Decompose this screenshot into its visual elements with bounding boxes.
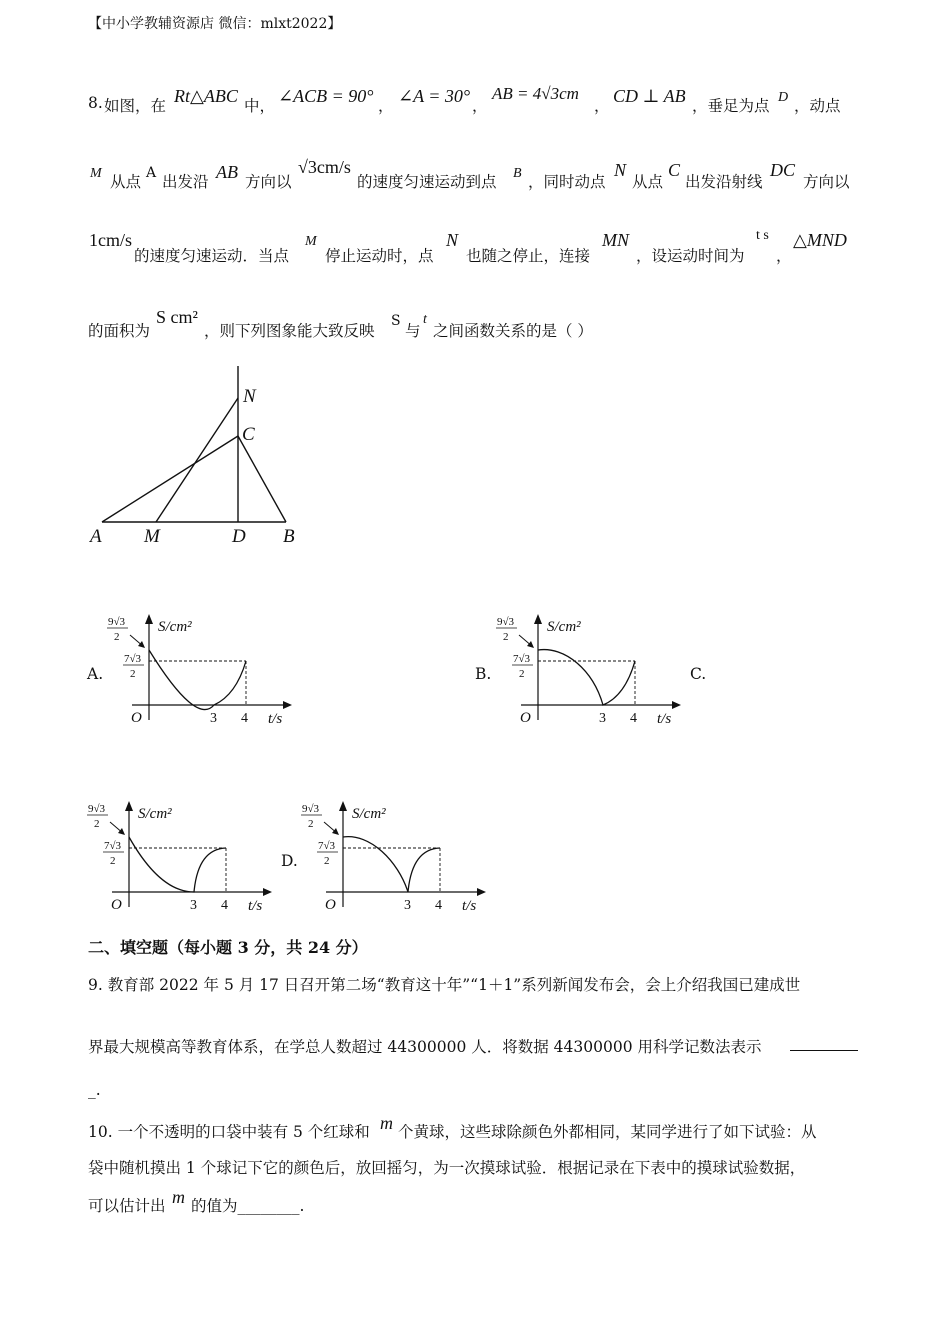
y-axis-arrow	[125, 801, 133, 811]
q8-l3-math-mn: MN	[602, 230, 629, 250]
option-c-label[interactable]: C.	[690, 665, 707, 683]
q8-l2-text-c: A	[146, 165, 157, 181]
x-axis-arrow	[263, 888, 272, 896]
label-a: A	[90, 526, 102, 547]
x-axis-arrow	[477, 888, 486, 896]
q8-l1-math-ab: AB = 4√3cm	[492, 84, 579, 103]
q8-number: 8.	[88, 94, 103, 112]
pointer-arrowhead	[527, 641, 534, 648]
q8-l3-math-ts: t s	[756, 228, 769, 243]
frac-top-numerator: 9√3	[302, 803, 320, 815]
y-axis-label: S/cm²	[158, 619, 192, 635]
q8-l4-text-g: 之间函数关系的是（ ）	[433, 322, 593, 340]
label-c: C	[242, 424, 255, 445]
label-n: N	[243, 386, 256, 407]
q8-l2-text-h: 的速度匀速运动到点	[357, 173, 497, 191]
q8-l4-math-t: t	[423, 312, 427, 327]
tick-label-3: 3	[210, 711, 217, 726]
q8-l2-math-speed: √3cm/s	[298, 157, 351, 177]
q8-l2-math-b: B	[513, 166, 522, 181]
frac-top-denominator: 2	[114, 631, 120, 643]
q8-l3-text-h: ，设运动时间为	[636, 247, 745, 265]
q8-l1-text-c: 中，	[244, 97, 276, 115]
frac-mid-denominator: 2	[110, 855, 116, 867]
q9-answer-blank[interactable]	[790, 1050, 858, 1051]
section-2-title: 二、填空题（每小题 3 分，共 24 分）	[88, 938, 368, 957]
q8-l1-text-a: 如图，在	[104, 97, 167, 115]
y-axis-label: S/cm²	[352, 806, 386, 822]
origin-label: O	[520, 710, 531, 726]
q8-l3-text-b: 的速度匀速运动．当点	[134, 247, 290, 265]
graph-option-d	[294, 797, 489, 917]
tick-label-3: 3	[404, 898, 411, 913]
x-axis-arrow	[283, 701, 292, 709]
q9-line-1: 9. 教育部 2022 年 5 月 17 日召开第二场“教育这十年”“1＋1”系列新闻发布会，会上介绍我国已建成世	[88, 976, 801, 994]
frac-mid-numerator: 7√3	[124, 653, 142, 665]
q8-l2-math-n: N	[614, 160, 627, 180]
q10-line-3-math-m: m	[172, 1187, 185, 1207]
q8-l3-math-m: M	[305, 234, 317, 249]
origin-label: O	[325, 897, 336, 913]
option-b-label[interactable]: B.	[475, 665, 492, 683]
option-d-label[interactable]: D.	[281, 852, 298, 870]
q8-l3-math-speed: 1cm/s	[89, 230, 132, 250]
q8-l1-math-angle-a: ∠A = 30°	[398, 86, 471, 106]
q8-l2-text-b: 从点	[110, 173, 142, 191]
q8-l1-math-d: D	[778, 90, 789, 105]
option-a-label[interactable]: A.	[87, 665, 104, 683]
q8-l2-math-dc: DC	[770, 160, 796, 180]
label-b: B	[283, 526, 295, 547]
curve-a	[149, 650, 246, 710]
q8-l4-text-c: ，则下列图象能大致反映	[204, 322, 375, 340]
frac-mid-denominator: 2	[130, 668, 136, 680]
pointer-arrowhead	[138, 641, 145, 648]
q8-l1-math-cd-ab: CD ⊥ AB	[613, 86, 686, 106]
segment-ac	[102, 436, 238, 522]
tick-label-3: 3	[599, 711, 606, 726]
x-axis-label: t/s	[462, 898, 477, 914]
q9-line-2: 界最大规模高等教育体系，在学总人数超过 44300000 人．将数据 44300000 用科学记数法表示	[88, 1038, 762, 1056]
y-axis-arrow	[534, 614, 542, 624]
graph-option-a	[100, 610, 295, 730]
curve-d	[343, 837, 440, 892]
frac-top-denominator: 2	[94, 818, 100, 830]
q8-l4-text-s: S	[391, 313, 401, 329]
y-axis-arrow	[145, 614, 153, 624]
frac-top-numerator: 9√3	[108, 616, 126, 628]
frac-top-numerator: 9√3	[88, 803, 106, 815]
q8-l4-text-a: 的面积为	[88, 322, 151, 340]
tick-label-3: 3	[190, 898, 197, 913]
q10-line-3a: 可以估计出	[88, 1197, 166, 1215]
pointer-arrowhead	[332, 828, 339, 835]
q8-l2-text-n: 出发沿射线	[685, 173, 763, 191]
tick-label-4: 4	[221, 898, 228, 913]
q8-l2-text-f: 方向以	[245, 173, 292, 191]
frac-mid-denominator: 2	[324, 855, 330, 867]
x-axis-label: t/s	[657, 711, 672, 727]
q8-l3-math-mnd: △MND	[793, 230, 847, 250]
q10-line-3c[interactable]: 的值为________.	[191, 1197, 305, 1215]
q8-l2-math-ab: AB	[216, 162, 238, 182]
frac-mid-numerator: 7√3	[513, 653, 531, 665]
q8-l3-text-j: ，	[776, 247, 792, 265]
frac-top-numerator: 9√3	[497, 616, 515, 628]
q8-l2-math-c: C	[668, 160, 681, 180]
graph-option-b	[489, 610, 684, 730]
q8-l1-text-k: ，垂足为点	[692, 97, 770, 115]
label-d: D	[232, 526, 246, 547]
origin-label: O	[111, 897, 122, 913]
q8-l1-text-m: ，动点	[794, 97, 841, 115]
segment-mn	[156, 398, 238, 522]
q8-l2-math-m: M	[90, 166, 102, 181]
origin-label: O	[131, 710, 142, 726]
curve-c	[129, 837, 226, 892]
graph-option-c	[80, 797, 275, 917]
y-axis-arrow	[339, 801, 347, 811]
q8-l2-text-l: 从点	[632, 173, 664, 191]
triangle-figure	[80, 360, 320, 555]
q8-l1-text-e: ，	[378, 97, 394, 115]
curve-b	[538, 650, 635, 705]
q10-line-2: 袋中随机摸出 1 个球记下它的颜色后，放回摇匀，为一次摸球试验．根据记录在下表中的摸球试验数据，	[88, 1159, 806, 1177]
q8-l4-text-e: 与	[405, 322, 421, 340]
q8-l3-text-d: 停止运动时，点	[325, 247, 434, 265]
pointer-arrowhead	[118, 828, 125, 835]
q8-l1-text-g: ，	[472, 97, 488, 115]
tick-label-4: 4	[630, 711, 637, 726]
tick-label-4: 4	[435, 898, 442, 913]
x-axis-label: t/s	[248, 898, 263, 914]
segment-cb	[238, 436, 286, 522]
label-m: M	[144, 526, 160, 547]
q10-line-1a: 10. 一个不透明的口袋中装有 5 个红球和	[88, 1123, 370, 1141]
frac-mid-numerator: 7√3	[104, 840, 122, 852]
q10-line-1c: 个黄球，这些球除颜色外都相同，某同学进行了如下试验：从	[398, 1123, 817, 1141]
q10-line-1-math-m: m	[380, 1113, 393, 1133]
frac-mid-denominator: 2	[519, 668, 525, 680]
q8-l2-text-d: 出发沿	[162, 173, 209, 191]
x-axis-label: t/s	[268, 711, 283, 727]
q8-l1-math-rt: Rt△ABC	[174, 86, 238, 106]
q8-l2-text-j: ，同时动点	[528, 173, 606, 191]
q8-l2-text-p: 方向以	[803, 173, 850, 191]
q8-l1-math-angle-acb: ∠ACB = 90°	[278, 86, 374, 106]
q8-l1-text-i: ，	[594, 97, 610, 115]
q8-l3-text-f: 也随之停止，连接	[466, 247, 591, 265]
tick-label-4: 4	[241, 711, 248, 726]
q9-line-3: _.	[88, 1081, 101, 1099]
y-axis-label: S/cm²	[138, 806, 172, 822]
q8-l4-math-s: S cm²	[156, 307, 198, 327]
y-axis-label: S/cm²	[547, 619, 581, 635]
q8-l3-math-n: N	[446, 230, 459, 250]
frac-top-denominator: 2	[308, 818, 314, 830]
frac-mid-numerator: 7√3	[318, 840, 336, 852]
x-axis-arrow	[672, 701, 681, 709]
header-watermark: 【中小学教辅资源店 微信：mlxt2022】	[88, 16, 342, 32]
frac-top-denominator: 2	[503, 631, 509, 643]
